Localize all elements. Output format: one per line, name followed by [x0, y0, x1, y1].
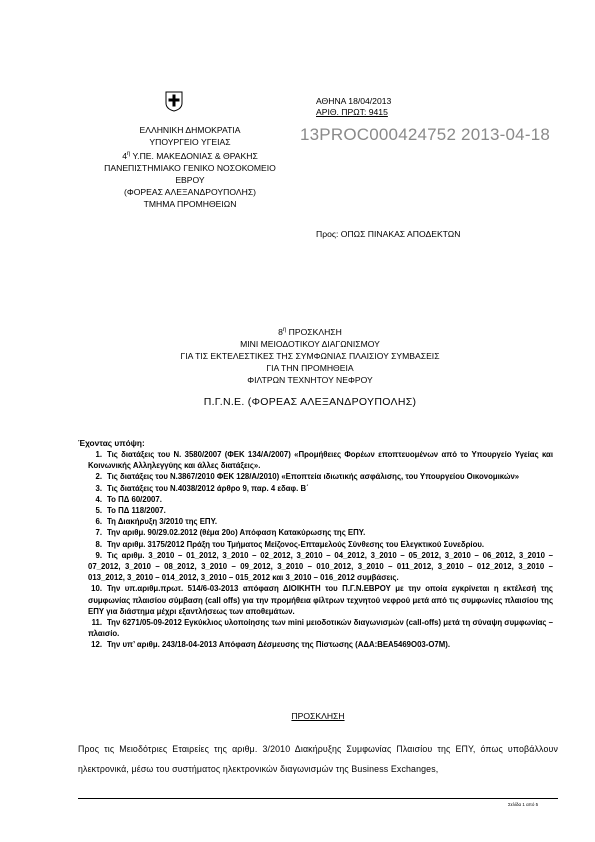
header-line-hospital: ΠΑΝΕΠΙΣΤΗΜΙΑΚΟ ΓΕΝΙΚΟ ΝΟΣΟΚΟΜΕΙΟ [104, 162, 276, 173]
recipients-line: Προς: ΟΠΩΣ ΠΙΝΑΚΑΣ ΑΠΟΔΕΚΤΩΝ [316, 229, 461, 239]
issuer-header [80, 124, 300, 210]
list-item: 3. Τις διατάξεις του Ν.4038/2012 άρθρο 9, παρ. 4 εδαφ. Β΄ [95, 483, 309, 493]
header-line-department: ΤΜΗΜΑ ΠΡΟΜΗΘΕΙΩΝ [143, 198, 237, 209]
header-line-prefecture: ΕΒΡΟΥ [175, 174, 205, 185]
title-line-contracts: ΓΙΑ ΤΙΣ ΕΚΤΕΛΕΣΤΙΚΕΣ ΤΗΣ ΣΥΜΦΩΝΙΑΣ ΠΛΑΙΣΙΟΥ ΣΥΜΒΑΣΕΙΣ [180, 350, 440, 361]
header-line-ministry: ΥΠΟΥΡΓΕΙΟ ΥΓΕΙΑΣ [149, 137, 231, 147]
invitation-body: Προς τις Μειοδότριες Εταιρείες της αριθμ. 3/2010 Διακήρυξης Συμφωνίας Πλαισίου της ΕΠΥ, όπως υποβάλλουν ηλεκτρονικά, μέσω του συστήματος ηλεκτρονικών διαγωνισμών της Business Exchanges, [78, 744, 558, 774]
organization-title: Π.Γ.Ν.Ε. (ΦΟΡΕΑΣ ΑΛΕΞΑΝΔΡΟΥΠΟΛΗΣ) [203, 396, 417, 408]
diavgeia-stamp: 13PROC000424752 2013-04-18 [300, 125, 550, 144]
list-item: 6. Τη Διακήρυξη 3/2010 της ΕΠΥ. [95, 517, 218, 527]
list-item: 12. Την υπ’ αριθμ. 243/18-04-2013 Απόφαση Δέσμευσης της Πίστωσης (ΑΔΑ:ΒΕΑ5469Ο03-Ο7Μ). [91, 640, 450, 650]
header-line-country: ΕΛΛΗΝΙΚΗ ΔΗΜΟΚΡΑΤΙΑ [139, 125, 241, 135]
hellenic-emblem-icon [165, 91, 183, 112]
considering-label: Έχοντας υπόψη: [78, 438, 145, 448]
date-protocol-block [316, 96, 391, 118]
title-line-tender: ΜΙΝΙ ΜΕΙΟΔΟΤΙΚΟΥ ΔΙΑΓΩΝΙΣΜΟΥ [240, 338, 380, 349]
list-item: 9. Τις αριθμ. 3_2010 – 01_2012, 3_2010 – 02_2012, 3_2010 – 04_2012, 3_2010 – 05_2012, 3_2010 – 06_2012, 3_2010 – 07_2012, 3_2010 – 08_2012, 3_2010 – 09_2012, 3_2010 – 010_2012, 3_2010 – 011_2012, 3_2010 – 012_2012, 3_2010 – 013_2012, 3_2010 – 014_2012, 3_2010 – 015_2012 και 3_2010 – 016_2012 συμβάσεις. [88, 550, 553, 583]
protocol-number: ΑΡΙΘ. ΠΡΩΤ: 9415 [316, 107, 388, 117]
list-item: 7. Την αριθμ. 90/29.02.2012 (θέμα 20ο) Απόφαση Κατακύρωσης της ΕΠΥ. [95, 528, 366, 538]
title-line-invitation: $8^\eta$ ΠΡΟΣΚΛΗΣΗ [278, 326, 342, 337]
list-item: 11. Την 6271/05-09-2012 Εγκύκλιος υλοποίησης των mini μειοδοτικών διαγωνισμών (call-offs) μετά τη σύναψη συμφωνίας – πλαισίο. [88, 618, 553, 639]
page-number: Σελίδα 1 από 5 [508, 802, 539, 807]
date-line: ΑΘΗΝΑ 18/04/2013 [316, 96, 392, 106]
document-title [100, 324, 520, 386]
title-line-filters: ΦΙΛΤΡΩΝ ΤΕΧΝΗΤΟΥ ΝΕΦΡΟΥ [247, 374, 373, 385]
list-item: 4. Το ΠΔ 60/2007. [95, 494, 162, 504]
list-item: 2. Τις διατάξεις του Ν.3867/2010 ΦΕΚ 128/Α/2010) «Εποπτεία ιδιωτικής ασφάλισης, του Υπουργείου Οικονομικών» [95, 472, 520, 482]
list-item: 1. Τις διατάξεις του Ν. 3580/2007 (ΦΕΚ 134/Α/2007) «Προμήθειες Φορέων εποπτευομένων από το Υπουργείο Υγείας και Κοινωνικής Αλληλεγγύης και άλλες διατάξεις». [88, 450, 553, 471]
header-line-region: $4^\eta$ Υ.ΠΕ. ΜΑΚΕΔΟΝΙΑΣ & ΘΡΑΚΗΣ [122, 150, 258, 161]
list-item: 8. Την αριθμ. 3175/2012 Πράξη του Τμήματος Μείζονος-Επταμελούς Σύνθεσης του Ελεγκτικού Συνεδρίου. [95, 539, 485, 549]
header-line-unit: (ΦΟΡΕΑΣ ΑΛΕΞΑΝΔΡΟΥΠΟΛΗΣ) [123, 186, 257, 197]
title-line-procurement: ΓΙΑ ΤΗΝ ΠΡΟΜΗΘΕΙΑ [266, 362, 354, 373]
footer-divider [78, 798, 558, 799]
list-item: 5. Το ΠΔ 118/2007. [95, 506, 166, 516]
list-item: 10. Την υπ.αριθμ.πρωτ. 514/6-03-2013 απόφαση ΔΙΟΙΚΗΤΗ του Π.Γ.Ν.ΕΒΡΟΥ με την οποία εγκρίνεται η εκτέλεσή της συμφωνίας πλαισίου σύμβαση (call offs) για την προμήθεια φίλτρων τεχνητού νεφρού μετά από τις συμφωνίες πλαισίου της ΕΠΥ για διάστημα μέχρι εξαντλήσεως των αποθεμάτων. [88, 584, 553, 616]
legal-basis-list [88, 449, 553, 651]
invitation-heading: ΠΡΟΣΚΛΗΣΗ [291, 711, 345, 721]
